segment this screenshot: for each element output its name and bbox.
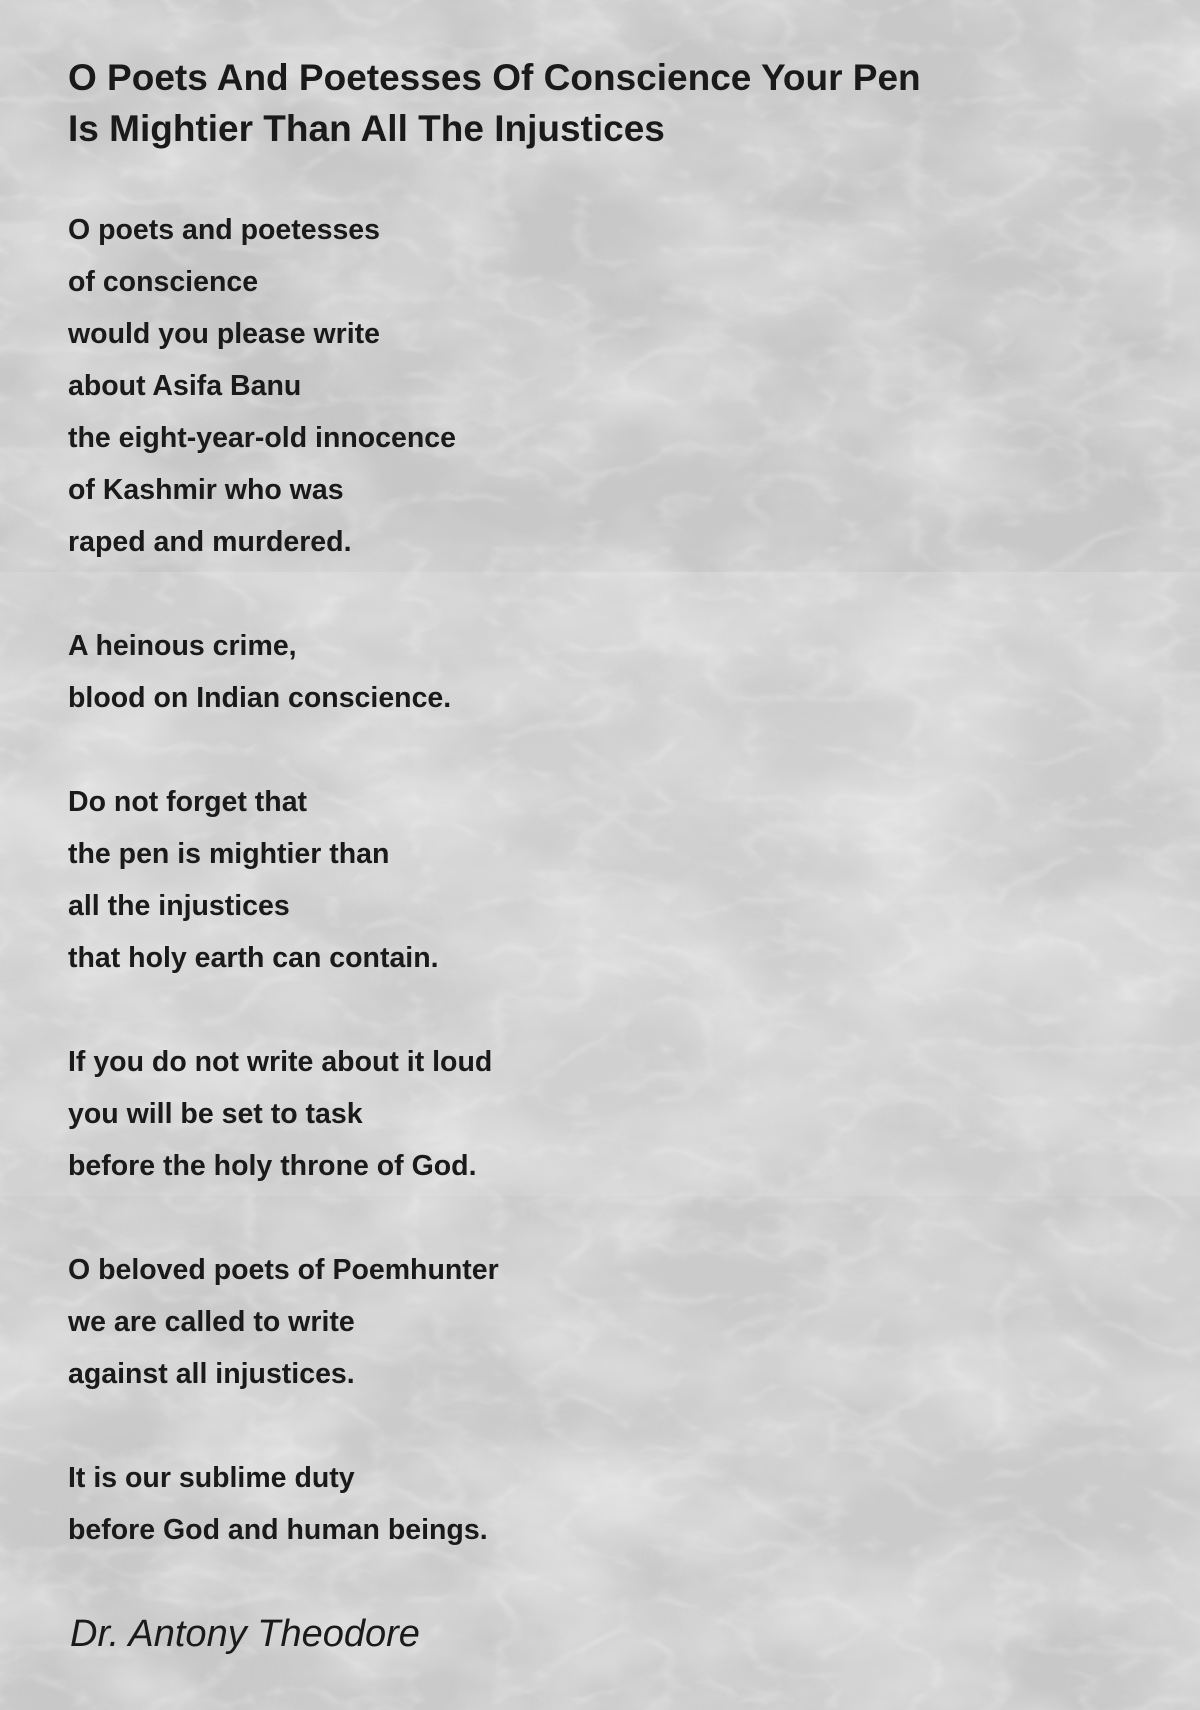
poem-line: would you please write [68,318,380,350]
poem-body [68,204,1148,1608]
poem-line: blood on Indian conscience. [68,682,452,714]
stanza-1 [68,204,1148,568]
poem-author: Dr. Antony Theodore [70,1613,420,1655]
poem-line: A heinous crime, [68,630,297,662]
poem-line: O beloved poets of Poemhunter [68,1254,499,1286]
poem-line: about Asifa Banu [68,370,302,402]
poem-line: raped and murdered. [68,526,352,558]
poem-line: If you do not write about it loud [68,1046,493,1078]
poem-line: of Kashmir who was [68,474,344,506]
stanza-5 [68,1244,1148,1400]
stanza-3 [68,776,1148,984]
stanza-6 [68,1452,1148,1556]
poem-line: that holy earth can contain. [68,942,439,974]
poem-line: of conscience [68,266,259,298]
poem-line: before God and human beings. [68,1514,488,1546]
poem-line: the pen is mightier than [68,838,390,870]
poem-line: the eight-year-old innocence [68,422,456,454]
poem-line: Do not forget that [68,786,308,818]
poem-line: we are called to write [68,1306,355,1338]
poem-title [68,52,1148,154]
poem-title-line-1: O Poets And Poetesses Of Conscience Your Pen [68,57,921,98]
poem-line: O poets and poetesses [68,214,381,246]
stanza-4 [68,1036,1148,1192]
poem-line: you will be set to task [68,1098,363,1130]
stanza-2 [68,620,1148,724]
poem-line: against all injustices. [68,1358,355,1390]
poem-line: all the injustices [68,890,290,922]
poem-title-line-2: Is Mightier Than All The Injustices [68,108,665,149]
poem-line: before the holy throne of God. [68,1150,477,1182]
poem-line: It is our sublime duty [68,1462,355,1494]
